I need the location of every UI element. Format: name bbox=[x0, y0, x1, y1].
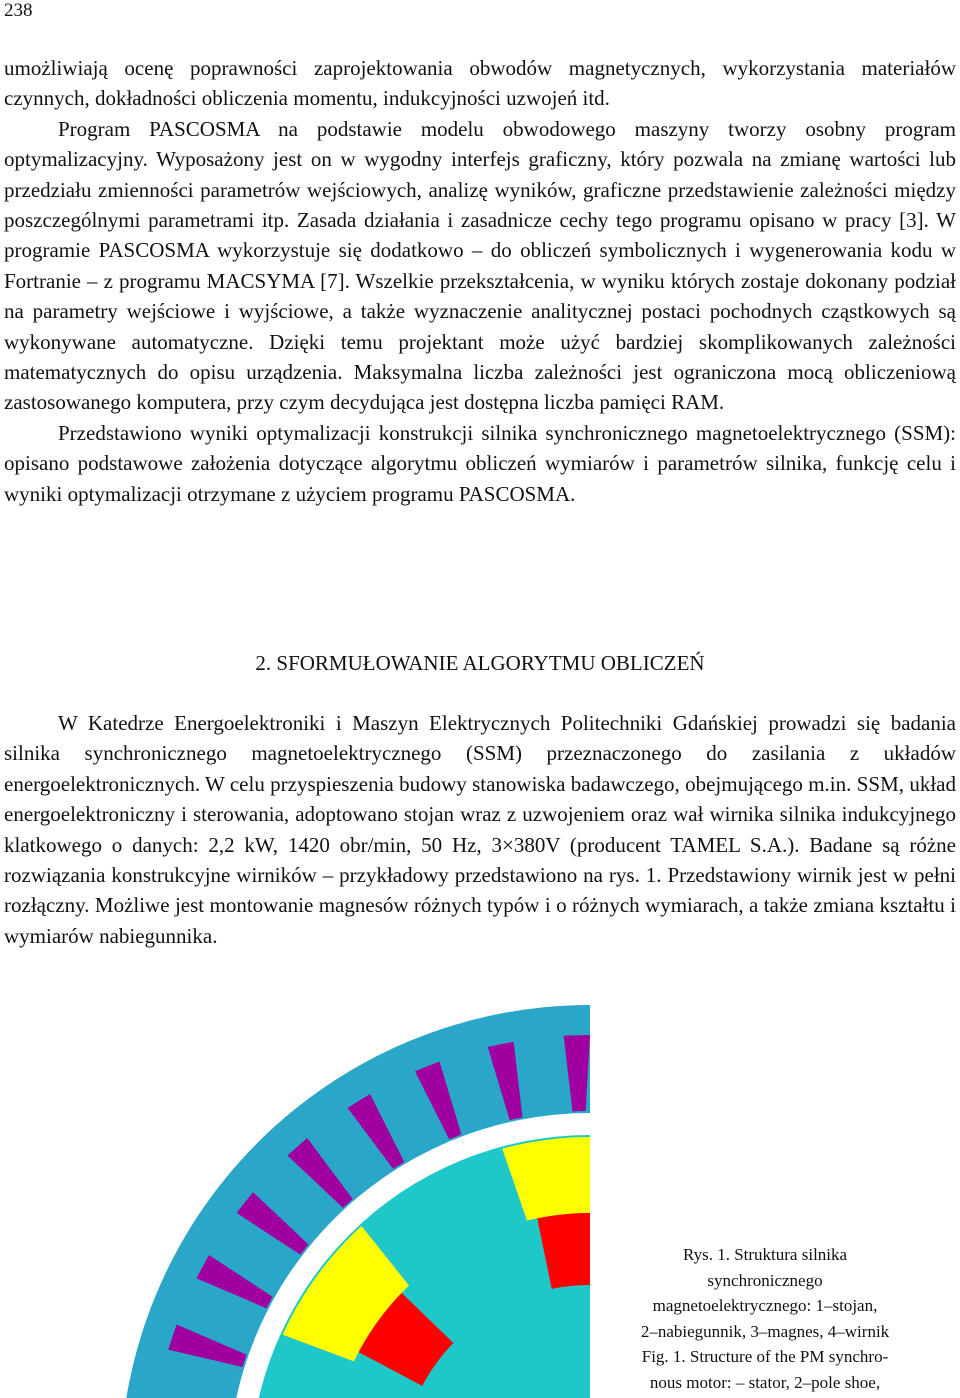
section-paragraph-1: W Katedrze Energoelektroniki i Maszyn Elektrycznych Politechniki Gdańskiej prowadzi się badania silnika synchronicznego magnetoelektrycznego (SSM) przeznaczonego do zasilania z układów energoelektronicznych. W celu przyspieszenia budowy stanowiska badawczego, obejmującego m.in. SSM, układ energoelektroniczny i sterowania, adoptowano stojan wraz z uzwojeniem oraz wał wirnika silnika indukcyjnego klatkowego o danych: 2,2 kW, 1420 obr/min, 50 Hz, 3×380V (producent TAMEL S.A.). Badane są różne rozwiązania konstrukcyjne wirników – przykładowy przedstawiono na rys. 1. Przedstawiony wirnik jest w pełni rozłączny. Możliwe jest montowanie magnesów różnych typów i o różnych wymiarach, a także zmiana kształtu i wymiarów nabiegunnika. bbox=[4, 711, 956, 948]
intro-paragraph-1: umożliwiają ocenę poprawności zaprojektowania obwodów magnetycznych, wykorzystania materiałów czynnych, dokładności obliczenia momentu, indukcyjności uzwojeń itd. bbox=[4, 56, 956, 111]
caption-line: magnetoelektrycznego: 1–stojan, bbox=[652, 1296, 878, 1316]
caption-line: nous motor: – stator, 2–pole shoe, bbox=[649, 1372, 881, 1392]
motor-cross-section-drawing bbox=[18, 1005, 590, 1398]
caption-line: Fig. 1. Structure of the PM synchro- bbox=[641, 1347, 889, 1367]
intro-paragraph-2: Program PASCOSMA na podstawie modelu obwodowego maszyny tworzy osobny program optymalizacyjny. Wyposażony jest on w wygodny interfejs graficzny, który pozwala na zmianę wartości lub przedziału zmienności parametrów wejściowych, analizę wyników, graficzne przedstawienie zależności między poszczególnymi parametrami itp. Zasada działania i zasadnicze cechy tego programu opisano w pracy [3]. W programie PASCOSMA wykorzystuje się dodatkowo – do obliczeń symbolicznych i wygenerowania kodu w Fortranie – z programu MACSYMA [7]. Wszelkie przekształcenia, w wyniku których zostaje dokonany podział na parametry wejściowe i wyjściowe, a także wyznaczenie analitycznej postaci pochodnych cząstkowych są wykonywane automatyczne. Dzięki temu projektant może użyć bardziej skomplikowanych zależności matematycznych do opisu urządzenia. Maksymalna liczba zależności jest ograniczona mocą obliczeniową zastosowanego komputera, przy czym decydująca jest dostępna liczba pamięci RAM. bbox=[4, 116, 956, 415]
section-title: 2. SFORMUŁOWANIE ALGORYTMU OBLICZEŃ bbox=[255, 651, 705, 675]
page-number: 238 bbox=[4, 0, 33, 21]
caption-line: Rys. 1. Struktura silnika bbox=[682, 1245, 848, 1264]
caption-line: 2–nabiegunnik, 3–magnes, 4–wirnik bbox=[640, 1321, 890, 1341]
motor-cross-section-figure bbox=[18, 1005, 590, 1398]
figure-caption bbox=[604, 1242, 926, 1396]
caption-line: synchronicznego bbox=[707, 1270, 823, 1290]
intro-text bbox=[4, 53, 956, 509]
intro-paragraph-3: Przedstawiono wyniki optymalizacji konstrukcji silnika synchronicznego magnetoelektrycznego (SSM): opisano podstawowe założenia dotyczące algorytmu obliczeń wymiarów i parametrów silnika, funkcję celu i wyniki optymalizacji otrzymane z użyciem programu PASCOSMA. bbox=[4, 420, 956, 506]
